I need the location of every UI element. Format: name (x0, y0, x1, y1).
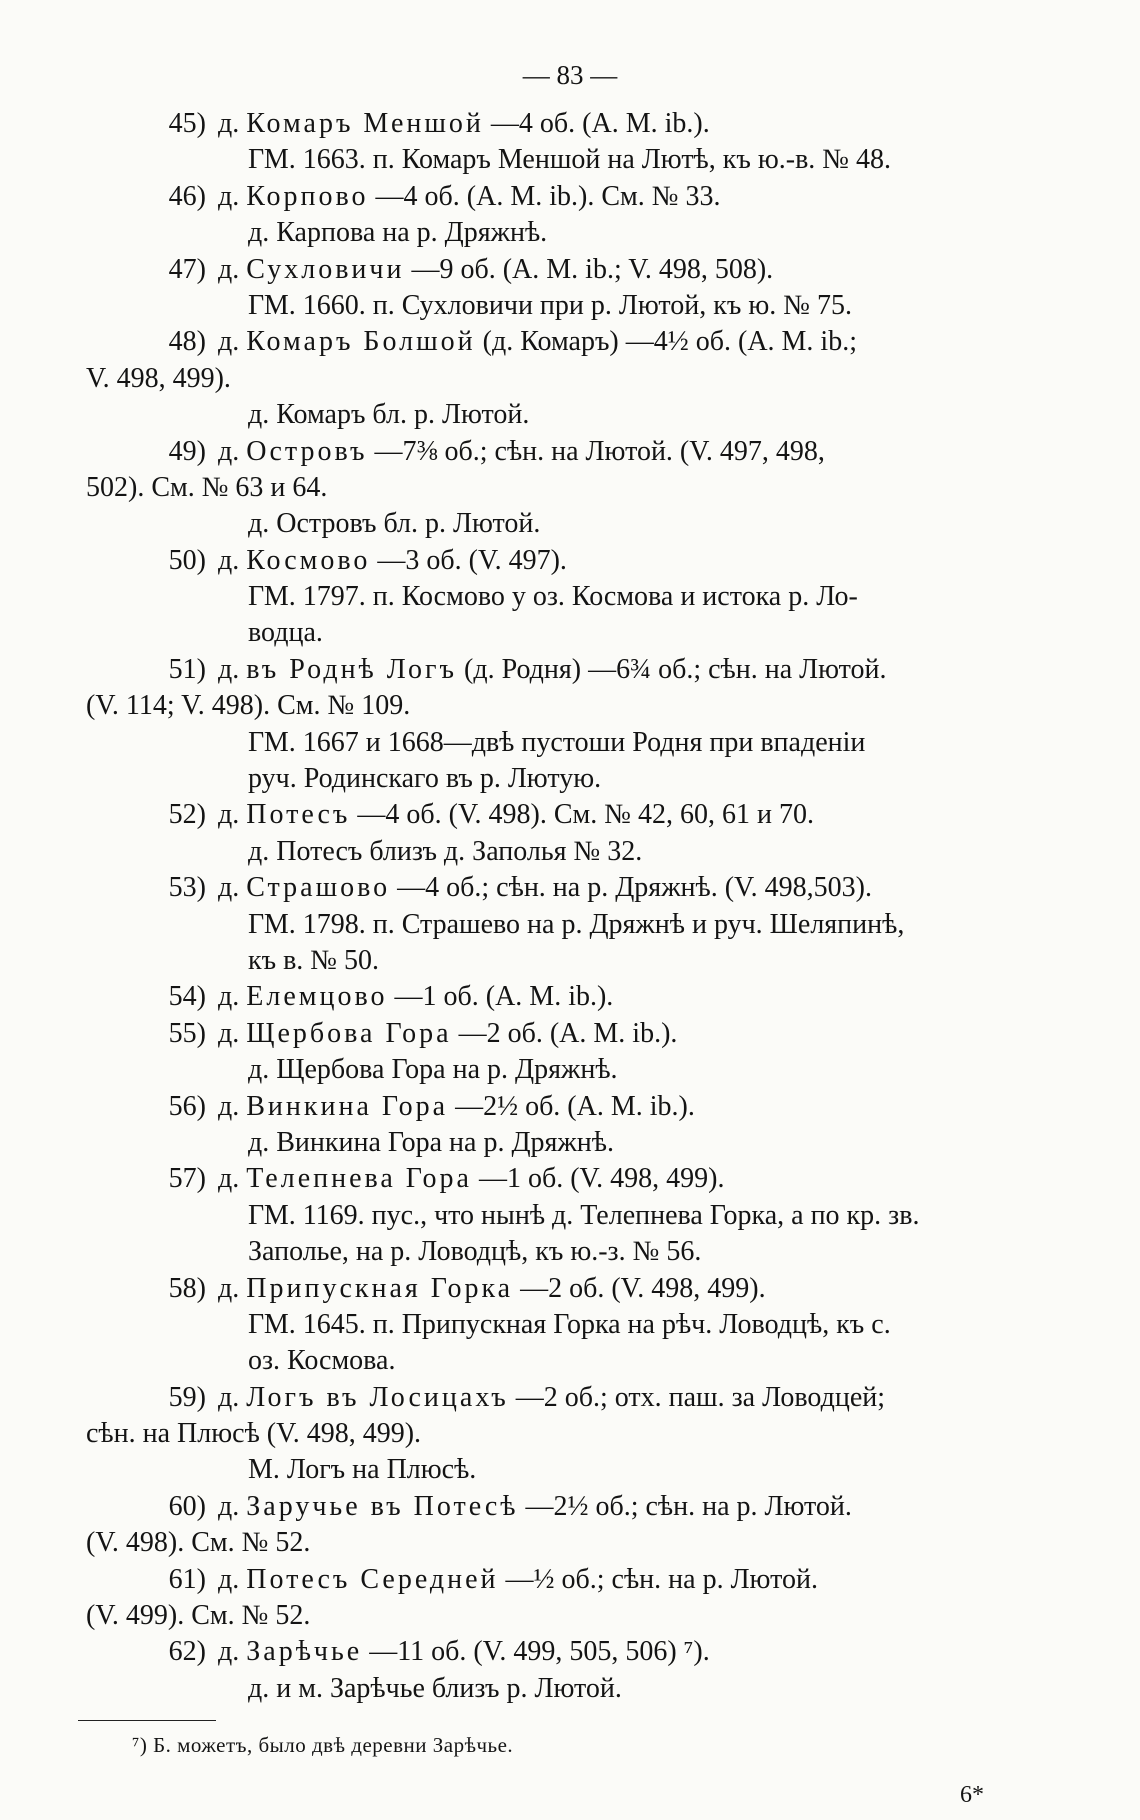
text-line (68, 870, 1068, 906)
village-name: Космово (246, 544, 371, 576)
note-line: ГМ. 1660. п. Сухловичи при р. Лютой, къ ю. № 75. (248, 289, 852, 321)
continuation-line: (V. 498). См. № 52. (86, 1527, 311, 1559)
village-name: Островъ (246, 435, 368, 467)
entry-number: 46) (168, 180, 206, 212)
text-line (68, 252, 1068, 288)
note-line: къ в. № 50. (248, 944, 380, 976)
note-line: д. Потесъ близъ д. Заполья № 32. (248, 835, 643, 867)
entry-number: 54) (168, 981, 206, 1013)
footnote-rule (78, 1720, 216, 1721)
entry-number: 53) (168, 872, 206, 904)
entry-prefix: д. (218, 253, 240, 285)
entry-details: —1 об. (А. М. ib.). (394, 981, 614, 1013)
village-name: Елемцово (246, 981, 388, 1013)
entry-details: —2 об. (А. М. ib.). (458, 1017, 678, 1049)
text-line (68, 1016, 1068, 1052)
text-line (68, 652, 1068, 688)
entry-prefix: д. (218, 1381, 240, 1413)
signature-mark: 6* (960, 1782, 984, 1808)
village-name: Комаръ Болшой (246, 326, 476, 358)
village-name: Припускная Горка (246, 1272, 514, 1304)
text-line (68, 543, 1068, 579)
entries-list (68, 106, 1068, 1707)
entry-details: —4 об. (V. 498). См. № 42, 60, 61 и 70. (357, 799, 814, 831)
note-line: ГМ. 1169. пус., что нынѣ д. Телепнева Горка, а по кр. зв. (248, 1199, 920, 1231)
note-line: Заполье, на р. Ловодцѣ, къ ю.-з. № 56. (248, 1236, 702, 1268)
continuation-line: (V. 499). См. № 52. (86, 1600, 311, 1632)
text-line (68, 1634, 1068, 1670)
entry-number: 56) (168, 1090, 206, 1122)
note-line: оз. Космова. (248, 1345, 396, 1377)
village-name: Винкина Гора (246, 1090, 449, 1122)
village-name: Комаръ Меншой (246, 108, 484, 139)
note-line: ГМ. 1667 и 1668—двѣ пустоши Родня при впаденіи (248, 726, 866, 758)
entry-details: —11 об. (V. 499, 505, 506) ⁷). (369, 1636, 710, 1668)
entry-number: 59) (168, 1381, 206, 1413)
entry-prefix: д. (218, 180, 240, 212)
entry-number: 45) (168, 108, 206, 139)
entry-prefix: д. (218, 1563, 240, 1595)
village-name: Щербова Гора (246, 1017, 452, 1049)
entry-details: —2½ об.; сѣн. на р. Лютой. (525, 1490, 852, 1522)
entry-details: —2 об. (V. 498, 499). (520, 1272, 766, 1304)
entry-details: —4 об.; сѣн. на р. Дряжнѣ. (V. 498,503). (397, 872, 872, 904)
entry-prefix: д. (218, 872, 240, 904)
entry-number: 49) (168, 435, 206, 467)
entry-number: 48) (168, 326, 206, 358)
entry-details: —4 об. (А. М. ib.). (490, 108, 710, 139)
note-line: д. Винкина Гора на р. Дряжнѣ. (248, 1126, 614, 1158)
text-line (68, 324, 1068, 360)
footnote: ⁷) Б. можетъ, было двѣ деревни Зарѣчье. (132, 1733, 514, 1757)
note-line: д. Щербова Гора на р. Дряжнѣ. (248, 1054, 618, 1086)
entry-details: —3 об. (V. 497). (377, 544, 567, 576)
entry-prefix: д. (218, 1017, 240, 1049)
entry-details: —2½ об. (А. М. ib.). (455, 1090, 695, 1122)
entry-prefix: д. (218, 1636, 240, 1668)
entry-details: —1 об. (V. 498, 499). (478, 1163, 725, 1195)
continuation-line: сѣн. на Плюсѣ (V. 498, 499). (86, 1418, 422, 1450)
page-number: — 83 — (522, 60, 618, 90)
note-line: ГМ. 1797. п. Космово у оз. Космова и истока р. Ло- (248, 581, 858, 613)
entry-number: 47) (168, 253, 206, 285)
entry-number: 55) (168, 1017, 206, 1049)
text-line (68, 797, 1068, 833)
village-name: въ Роднѣ Логъ (246, 653, 458, 685)
text-line (68, 106, 1068, 142)
note-line: д. и м. Зарѣчье близъ р. Лютой. (248, 1672, 622, 1704)
village-name: Зарѣчье (246, 1636, 363, 1668)
entry-prefix: д. (218, 653, 240, 685)
entry-details: (д. Родня) —6¾ об.; сѣн. на Лютой. (464, 653, 887, 685)
note-line: М. Логъ на Плюсѣ. (248, 1454, 477, 1486)
entry-details: —½ об.; сѣн. на р. Лютой. (505, 1563, 818, 1595)
note-line: д. Комаръ бл. р. Лютой. (248, 399, 530, 431)
note-line: водца. (248, 617, 323, 649)
entry-prefix: д. (218, 1090, 240, 1122)
entry-prefix: д. (218, 1272, 240, 1304)
entry-prefix: д. (218, 326, 240, 358)
entry-details: (д. Комаръ) —4½ об. (А. М. ib.; (482, 326, 857, 358)
text-line (68, 1161, 1068, 1197)
note-line: д. Карпова на р. Дряжнѣ. (248, 217, 548, 249)
text-line (68, 179, 1068, 215)
note-line: д. Островъ бл. р. Лютой. (248, 508, 541, 540)
entry-number: 50) (168, 544, 206, 576)
village-name: Потесъ (246, 799, 351, 831)
village-name: Заручье въ Потесѣ (246, 1490, 519, 1522)
village-name: Потесъ Середней (246, 1563, 499, 1595)
text-line (68, 1562, 1068, 1598)
entry-number: 58) (168, 1272, 206, 1304)
note-line: руч. Родинскаго въ р. Лютую. (248, 763, 602, 795)
text-line (68, 979, 1068, 1015)
entry-number: 57) (168, 1163, 206, 1195)
village-name: Страшово (246, 872, 391, 904)
continuation-line: V. 498, 499). (86, 362, 231, 394)
text-line (68, 1380, 1068, 1416)
entry-number: 52) (168, 799, 206, 831)
entry-prefix: д. (218, 981, 240, 1013)
continuation-line: 502). См. № 63 и 64. (86, 471, 328, 503)
entry-prefix: д. (218, 799, 240, 831)
entry-prefix: д. (218, 1490, 240, 1522)
text-line (68, 1089, 1068, 1125)
entry-number: 62) (168, 1636, 206, 1668)
entry-number: 51) (168, 653, 206, 685)
village-name: Корпово (246, 180, 369, 212)
note-line: ГМ. 1645. п. Припускная Горка на рѣч. Ловодцѣ, къ с. (248, 1308, 891, 1340)
entry-number: 61) (168, 1563, 206, 1595)
entry-details: —7⅜ об.; сѣн. на Лютой. (V. 497, 498, (374, 435, 825, 467)
entry-prefix: д. (218, 1163, 240, 1195)
village-name: Телепнева Гора (246, 1163, 472, 1195)
entry-details: —4 об. (А. М. ib.). См. № 33. (375, 180, 721, 212)
entry-prefix: д. (218, 544, 240, 576)
village-name: Сухловичи (246, 253, 405, 285)
text-line (68, 1271, 1068, 1307)
text-line (68, 434, 1068, 470)
note-line: ГМ. 1663. п. Комаръ Меншой на Лютѣ, къ ю.-в. № 48. (248, 144, 892, 176)
continuation-line: (V. 114; V. 498). См. № 109. (86, 690, 411, 722)
entry-details: —9 об. (А. М. ib.; V. 498, 508). (411, 253, 774, 285)
entry-details: —2 об.; отх. паш. за Ловодцей; (515, 1381, 886, 1413)
note-line: ГМ. 1798. п. Страшево на р. Дряжнѣ и руч. Шеляпинѣ, (248, 908, 905, 940)
entry-prefix: д. (218, 108, 240, 139)
entry-number: 60) (168, 1490, 206, 1522)
entry-prefix: д. (218, 435, 240, 467)
text-line (68, 1489, 1068, 1525)
village-name: Логъ въ Лосицахъ (246, 1381, 509, 1413)
